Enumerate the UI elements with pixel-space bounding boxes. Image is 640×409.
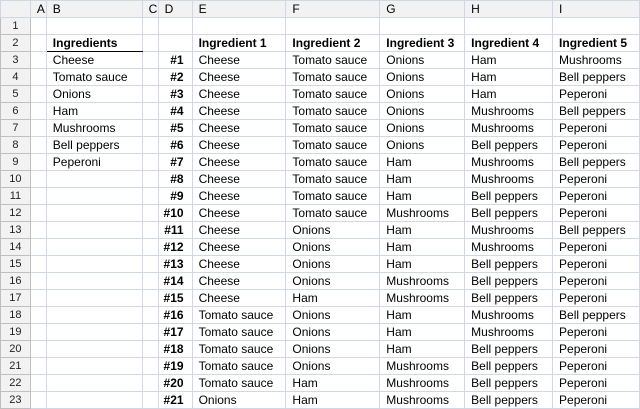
- row-header-13[interactable]: 13: [1, 222, 31, 239]
- cell-f7[interactable]: Tomato sauce: [286, 120, 380, 137]
- cell-f6[interactable]: Tomato sauce: [286, 103, 380, 120]
- cell-b8[interactable]: Bell peppers: [46, 137, 142, 154]
- cell-b5[interactable]: Onions: [46, 86, 142, 103]
- cell-h13[interactable]: Mushrooms: [465, 222, 553, 239]
- cell-c19[interactable]: [142, 324, 158, 341]
- combo-header-2[interactable]: Ingredient 2: [286, 35, 380, 52]
- cell-a23[interactable]: [30, 392, 46, 409]
- sheet-row: [1, 222, 640, 239]
- cell-i22[interactable]: Peperoni: [553, 375, 640, 392]
- cell-c7[interactable]: [142, 120, 158, 137]
- cell-h19[interactable]: Mushrooms: [465, 324, 553, 341]
- cell-f3[interactable]: Tomato sauce: [286, 52, 380, 69]
- sheet-row: [1, 154, 640, 171]
- cell-g16[interactable]: Mushrooms: [380, 273, 465, 290]
- row-header-10[interactable]: 10: [1, 171, 31, 188]
- cell-c21[interactable]: [142, 358, 158, 375]
- row-header-15[interactable]: 15: [1, 256, 31, 273]
- cell-c16[interactable]: [142, 273, 158, 290]
- cell-c4[interactable]: [142, 69, 158, 86]
- row-header-18[interactable]: 18: [1, 307, 31, 324]
- cell-e15[interactable]: Cheese: [192, 256, 286, 273]
- cell-e3[interactable]: Cheese: [192, 52, 286, 69]
- cell-b15[interactable]: [46, 256, 142, 273]
- cell-b6[interactable]: Ham: [46, 103, 142, 120]
- row-header-12[interactable]: 12: [1, 205, 31, 222]
- cell-f9[interactable]: Tomato sauce: [286, 154, 380, 171]
- cell-d10[interactable]: #8: [158, 171, 192, 188]
- cell-h14[interactable]: Mushrooms: [465, 239, 553, 256]
- cell-g13[interactable]: Ham: [380, 222, 465, 239]
- cell-a9[interactable]: [30, 154, 46, 171]
- column-header-e[interactable]: E: [192, 1, 286, 18]
- cell-g23[interactable]: Mushrooms: [380, 392, 465, 409]
- cell-a17[interactable]: [30, 290, 46, 307]
- cell-i4[interactable]: Bell peppers: [553, 69, 640, 86]
- cell-d17[interactable]: #15: [158, 290, 192, 307]
- cell-f13[interactable]: Onions: [286, 222, 380, 239]
- cell-i20[interactable]: Peperoni: [553, 341, 640, 358]
- cell-g12[interactable]: Mushrooms: [380, 205, 465, 222]
- cell-a20[interactable]: [30, 341, 46, 358]
- sheet-row: [1, 171, 640, 188]
- row-header-7[interactable]: 7: [1, 120, 31, 137]
- cell-a16[interactable]: [30, 273, 46, 290]
- sheet-row: [1, 86, 640, 103]
- cell-a22[interactable]: [30, 375, 46, 392]
- cell-h3[interactable]: Ham: [465, 52, 553, 69]
- cell-i11[interactable]: Peperoni: [553, 188, 640, 205]
- cell-c5[interactable]: [142, 86, 158, 103]
- column-header-b[interactable]: B: [46, 1, 142, 18]
- cell-b16[interactable]: [46, 273, 142, 290]
- cell-b11[interactable]: [46, 188, 142, 205]
- cell-e19[interactable]: Tomato sauce: [192, 324, 286, 341]
- cell-i12[interactable]: Peperoni: [553, 205, 640, 222]
- cell-i1[interactable]: [553, 18, 640, 35]
- cell-e7[interactable]: Cheese: [192, 120, 286, 137]
- row-header-22[interactable]: 22: [1, 375, 31, 392]
- cell-i16[interactable]: Peperoni: [553, 273, 640, 290]
- cell-g3[interactable]: Onions: [380, 52, 465, 69]
- ingredients-header[interactable]: Ingredients: [46, 35, 142, 52]
- sheet-row: [1, 52, 640, 69]
- cell-g6[interactable]: Onions: [380, 103, 465, 120]
- cell-c17[interactable]: [142, 290, 158, 307]
- cell-a21[interactable]: [30, 358, 46, 375]
- cell-d18[interactable]: #16: [158, 307, 192, 324]
- cell-d7[interactable]: #5: [158, 120, 192, 137]
- cell-e22[interactable]: Tomato sauce: [192, 375, 286, 392]
- cell-f12[interactable]: Tomato sauce: [286, 205, 380, 222]
- cell-d21[interactable]: #19: [158, 358, 192, 375]
- cell-d2[interactable]: [158, 35, 192, 52]
- sheet-row: [1, 256, 640, 273]
- cell-i18[interactable]: Bell peppers: [553, 307, 640, 324]
- cell-e13[interactable]: Cheese: [192, 222, 286, 239]
- cell-i10[interactable]: Peperoni: [553, 171, 640, 188]
- cell-i21[interactable]: Peperoni: [553, 358, 640, 375]
- cell-g19[interactable]: Ham: [380, 324, 465, 341]
- cell-f16[interactable]: Onions: [286, 273, 380, 290]
- row-header-11[interactable]: 11: [1, 188, 31, 205]
- cell-c20[interactable]: [142, 341, 158, 358]
- cell-a10[interactable]: [30, 171, 46, 188]
- cell-c14[interactable]: [142, 239, 158, 256]
- cell-b12[interactable]: [46, 205, 142, 222]
- cell-f10[interactable]: Tomato sauce: [286, 171, 380, 188]
- cell-h16[interactable]: Bell peppers: [465, 273, 553, 290]
- cell-b10[interactable]: [46, 171, 142, 188]
- row-header-17[interactable]: 17: [1, 290, 31, 307]
- cell-h20[interactable]: Bell peppers: [465, 341, 553, 358]
- cell-b18[interactable]: [46, 307, 142, 324]
- cell-b9[interactable]: Peperoni: [46, 154, 142, 171]
- cell-g17[interactable]: Mushrooms: [380, 290, 465, 307]
- row-header-14[interactable]: 14: [1, 239, 31, 256]
- cell-a12[interactable]: [30, 205, 46, 222]
- cell-a1[interactable]: [30, 18, 46, 35]
- cell-c1[interactable]: [142, 18, 158, 35]
- cell-g11[interactable]: Ham: [380, 188, 465, 205]
- row-header-19[interactable]: 19: [1, 324, 31, 341]
- cell-d23[interactable]: #21: [158, 392, 192, 409]
- sheet-row: [1, 290, 640, 307]
- cell-e1[interactable]: [192, 18, 286, 35]
- cell-a19[interactable]: [30, 324, 46, 341]
- cell-h1[interactable]: [465, 18, 553, 35]
- cell-h12[interactable]: Bell peppers: [465, 205, 553, 222]
- cell-e23[interactable]: Onions: [192, 392, 286, 409]
- cell-d14[interactable]: #12: [158, 239, 192, 256]
- cell-d22[interactable]: #20: [158, 375, 192, 392]
- cell-f15[interactable]: Onions: [286, 256, 380, 273]
- cell-a11[interactable]: [30, 188, 46, 205]
- sheet-row: [1, 18, 640, 35]
- cell-d4[interactable]: #2: [158, 69, 192, 86]
- sheet-row: [1, 358, 640, 375]
- combo-header-1[interactable]: Ingredient 1: [192, 35, 286, 52]
- cell-b17[interactable]: [46, 290, 142, 307]
- cell-d12[interactable]: #10: [158, 205, 192, 222]
- cell-b23[interactable]: [46, 392, 142, 409]
- row-header-23[interactable]: 23: [1, 392, 31, 409]
- cell-f22[interactable]: Ham: [286, 375, 380, 392]
- cell-e5[interactable]: Cheese: [192, 86, 286, 103]
- row-header-16[interactable]: 16: [1, 273, 31, 290]
- cell-h23[interactable]: Bell peppers: [465, 392, 553, 409]
- sheet-row: [1, 69, 640, 86]
- row-header-3[interactable]: 3: [1, 52, 31, 69]
- cell-h15[interactable]: Bell peppers: [465, 256, 553, 273]
- row-header-4[interactable]: 4: [1, 69, 31, 86]
- cell-d13[interactable]: #11: [158, 222, 192, 239]
- cell-b13[interactable]: [46, 222, 142, 239]
- cell-i6[interactable]: Bell peppers: [553, 103, 640, 120]
- column-header-f[interactable]: F: [286, 1, 380, 18]
- cell-d11[interactable]: #9: [158, 188, 192, 205]
- row-header-1[interactable]: 1: [1, 18, 31, 35]
- cell-f17[interactable]: Ham: [286, 290, 380, 307]
- cell-h18[interactable]: Mushrooms: [465, 307, 553, 324]
- sheet-row: [1, 324, 640, 341]
- cell-b19[interactable]: [46, 324, 142, 341]
- sheet-row: [1, 307, 640, 324]
- cell-b1[interactable]: [46, 18, 142, 35]
- cell-c11[interactable]: [142, 188, 158, 205]
- cell-i5[interactable]: Peperoni: [553, 86, 640, 103]
- cell-e8[interactable]: Cheese: [192, 137, 286, 154]
- sheet-row: [1, 120, 640, 137]
- combo-header-4[interactable]: Ingredient 4: [465, 35, 553, 52]
- cell-d8[interactable]: #6: [158, 137, 192, 154]
- column-header-d[interactable]: D: [158, 1, 192, 18]
- cell-b21[interactable]: [46, 358, 142, 375]
- cell-g10[interactable]: Ham: [380, 171, 465, 188]
- combo-header-5[interactable]: Ingredient 5: [553, 35, 640, 52]
- cell-d6[interactable]: #4: [158, 103, 192, 120]
- cell-e9[interactable]: Cheese: [192, 154, 286, 171]
- cell-i8[interactable]: Peperoni: [553, 137, 640, 154]
- cell-h21[interactable]: Bell peppers: [465, 358, 553, 375]
- cell-g21[interactable]: Mushrooms: [380, 358, 465, 375]
- cell-d9[interactable]: #7: [158, 154, 192, 171]
- cell-b7[interactable]: Mushrooms: [46, 120, 142, 137]
- cell-c23[interactable]: [142, 392, 158, 409]
- sheet-row: [1, 205, 640, 222]
- cell-h10[interactable]: Mushrooms: [465, 171, 553, 188]
- cell-e10[interactable]: Cheese: [192, 171, 286, 188]
- cell-e14[interactable]: Cheese: [192, 239, 286, 256]
- cell-g8[interactable]: Onions: [380, 137, 465, 154]
- cell-d19[interactable]: #17: [158, 324, 192, 341]
- cell-e16[interactable]: Cheese: [192, 273, 286, 290]
- cell-i23[interactable]: Peperoni: [553, 392, 640, 409]
- sheet-row: [1, 103, 640, 120]
- cell-f5[interactable]: Tomato sauce: [286, 86, 380, 103]
- cell-b14[interactable]: [46, 239, 142, 256]
- cell-h11[interactable]: Bell peppers: [465, 188, 553, 205]
- cell-h9[interactable]: Mushrooms: [465, 154, 553, 171]
- cell-e12[interactable]: Cheese: [192, 205, 286, 222]
- sheet-row: [1, 392, 640, 409]
- cell-b22[interactable]: [46, 375, 142, 392]
- cell-a18[interactable]: [30, 307, 46, 324]
- cell-g4[interactable]: Onions: [380, 69, 465, 86]
- cell-d15[interactable]: #13: [158, 256, 192, 273]
- select-all-corner[interactable]: [1, 1, 31, 18]
- cell-c13[interactable]: [142, 222, 158, 239]
- cell-a15[interactable]: [30, 256, 46, 273]
- cell-g5[interactable]: Onions: [380, 86, 465, 103]
- cell-i15[interactable]: Peperoni: [553, 256, 640, 273]
- row-header-6[interactable]: 6: [1, 103, 31, 120]
- cell-i19[interactable]: Peperoni: [553, 324, 640, 341]
- cell-c18[interactable]: [142, 307, 158, 324]
- cell-i17[interactable]: Peperoni: [553, 290, 640, 307]
- cell-e20[interactable]: Tomato sauce: [192, 341, 286, 358]
- cell-g1[interactable]: [380, 18, 465, 35]
- cell-d1[interactable]: [158, 18, 192, 35]
- sheet-row: [1, 239, 640, 256]
- sheet-row: [1, 375, 640, 392]
- column-header-i[interactable]: I: [553, 1, 640, 18]
- cell-f11[interactable]: Tomato sauce: [286, 188, 380, 205]
- cell-e17[interactable]: Cheese: [192, 290, 286, 307]
- combo-header-3[interactable]: Ingredient 3: [380, 35, 465, 52]
- cell-b4[interactable]: Tomato sauce: [46, 69, 142, 86]
- cell-g22[interactable]: Mushrooms: [380, 375, 465, 392]
- cell-f4[interactable]: Tomato sauce: [286, 69, 380, 86]
- cell-i14[interactable]: Peperoni: [553, 239, 640, 256]
- cell-h4[interactable]: Ham: [465, 69, 553, 86]
- cell-h17[interactable]: Bell peppers: [465, 290, 553, 307]
- cell-c9[interactable]: [142, 154, 158, 171]
- column-header-a[interactable]: A: [30, 1, 46, 18]
- cell-a2[interactable]: [30, 35, 46, 52]
- cell-h8[interactable]: Bell peppers: [465, 137, 553, 154]
- cell-g15[interactable]: Ham: [380, 256, 465, 273]
- cell-a6[interactable]: [30, 103, 46, 120]
- cell-a3[interactable]: [30, 52, 46, 69]
- column-header-c[interactable]: C: [142, 1, 158, 18]
- cell-d5[interactable]: #3: [158, 86, 192, 103]
- cell-i9[interactable]: Bell peppers: [553, 154, 640, 171]
- cell-i13[interactable]: Bell peppers: [553, 222, 640, 239]
- sheet-row: [1, 35, 640, 52]
- cell-a5[interactable]: [30, 86, 46, 103]
- cell-c3[interactable]: [142, 52, 158, 69]
- cell-f18[interactable]: Onions: [286, 307, 380, 324]
- cell-h22[interactable]: Bell peppers: [465, 375, 553, 392]
- cell-c22[interactable]: [142, 375, 158, 392]
- row-header-2[interactable]: 2: [1, 35, 31, 52]
- cell-a4[interactable]: [30, 69, 46, 86]
- sheet-row: [1, 273, 640, 290]
- cell-b3[interactable]: Cheese: [46, 52, 142, 69]
- cell-e21[interactable]: Tomato sauce: [192, 358, 286, 375]
- cell-f8[interactable]: Tomato sauce: [286, 137, 380, 154]
- column-header-g[interactable]: G: [380, 1, 465, 18]
- cell-g18[interactable]: Ham: [380, 307, 465, 324]
- cell-c2[interactable]: [142, 35, 158, 52]
- cell-a13[interactable]: [30, 222, 46, 239]
- row-header-8[interactable]: 8: [1, 137, 31, 154]
- cell-i3[interactable]: Mushrooms: [553, 52, 640, 69]
- cell-e11[interactable]: Cheese: [192, 188, 286, 205]
- cell-d16[interactable]: #14: [158, 273, 192, 290]
- sheet-row: [1, 137, 640, 154]
- cell-a14[interactable]: [30, 239, 46, 256]
- cell-g14[interactable]: Ham: [380, 239, 465, 256]
- cell-d3[interactable]: #1: [158, 52, 192, 69]
- cell-a8[interactable]: [30, 137, 46, 154]
- cell-a7[interactable]: [30, 120, 46, 137]
- cell-f19[interactable]: Onions: [286, 324, 380, 341]
- cell-h7[interactable]: Mushrooms: [465, 120, 553, 137]
- cell-h6[interactable]: Mushrooms: [465, 103, 553, 120]
- sheet-row: [1, 188, 640, 205]
- cell-g9[interactable]: Ham: [380, 154, 465, 171]
- cell-c15[interactable]: [142, 256, 158, 273]
- row-header-5[interactable]: 5: [1, 86, 31, 103]
- cell-c10[interactable]: [142, 171, 158, 188]
- cell-f14[interactable]: Onions: [286, 239, 380, 256]
- cell-f1[interactable]: [286, 18, 380, 35]
- cell-e18[interactable]: Tomato sauce: [192, 307, 286, 324]
- column-header-h[interactable]: H: [465, 1, 553, 18]
- cell-f21[interactable]: Onions: [286, 358, 380, 375]
- cell-e6[interactable]: Cheese: [192, 103, 286, 120]
- cell-c8[interactable]: [142, 137, 158, 154]
- cell-g20[interactable]: Ham: [380, 341, 465, 358]
- cell-e4[interactable]: Cheese: [192, 69, 286, 86]
- cell-b20[interactable]: [46, 341, 142, 358]
- cell-g7[interactable]: Onions: [380, 120, 465, 137]
- column-header-row: [1, 1, 640, 18]
- cell-h5[interactable]: Ham: [465, 86, 553, 103]
- sheet-row: [1, 341, 640, 358]
- cell-f20[interactable]: Onions: [286, 341, 380, 358]
- cell-f23[interactable]: Ham: [286, 392, 380, 409]
- row-header-21[interactable]: 21: [1, 358, 31, 375]
- row-header-20[interactable]: 20: [1, 341, 31, 358]
- cell-d20[interactable]: #18: [158, 341, 192, 358]
- cell-c12[interactable]: [142, 205, 158, 222]
- cell-c6[interactable]: [142, 103, 158, 120]
- cell-i7[interactable]: Peperoni: [553, 120, 640, 137]
- row-header-9[interactable]: 9: [1, 154, 31, 171]
